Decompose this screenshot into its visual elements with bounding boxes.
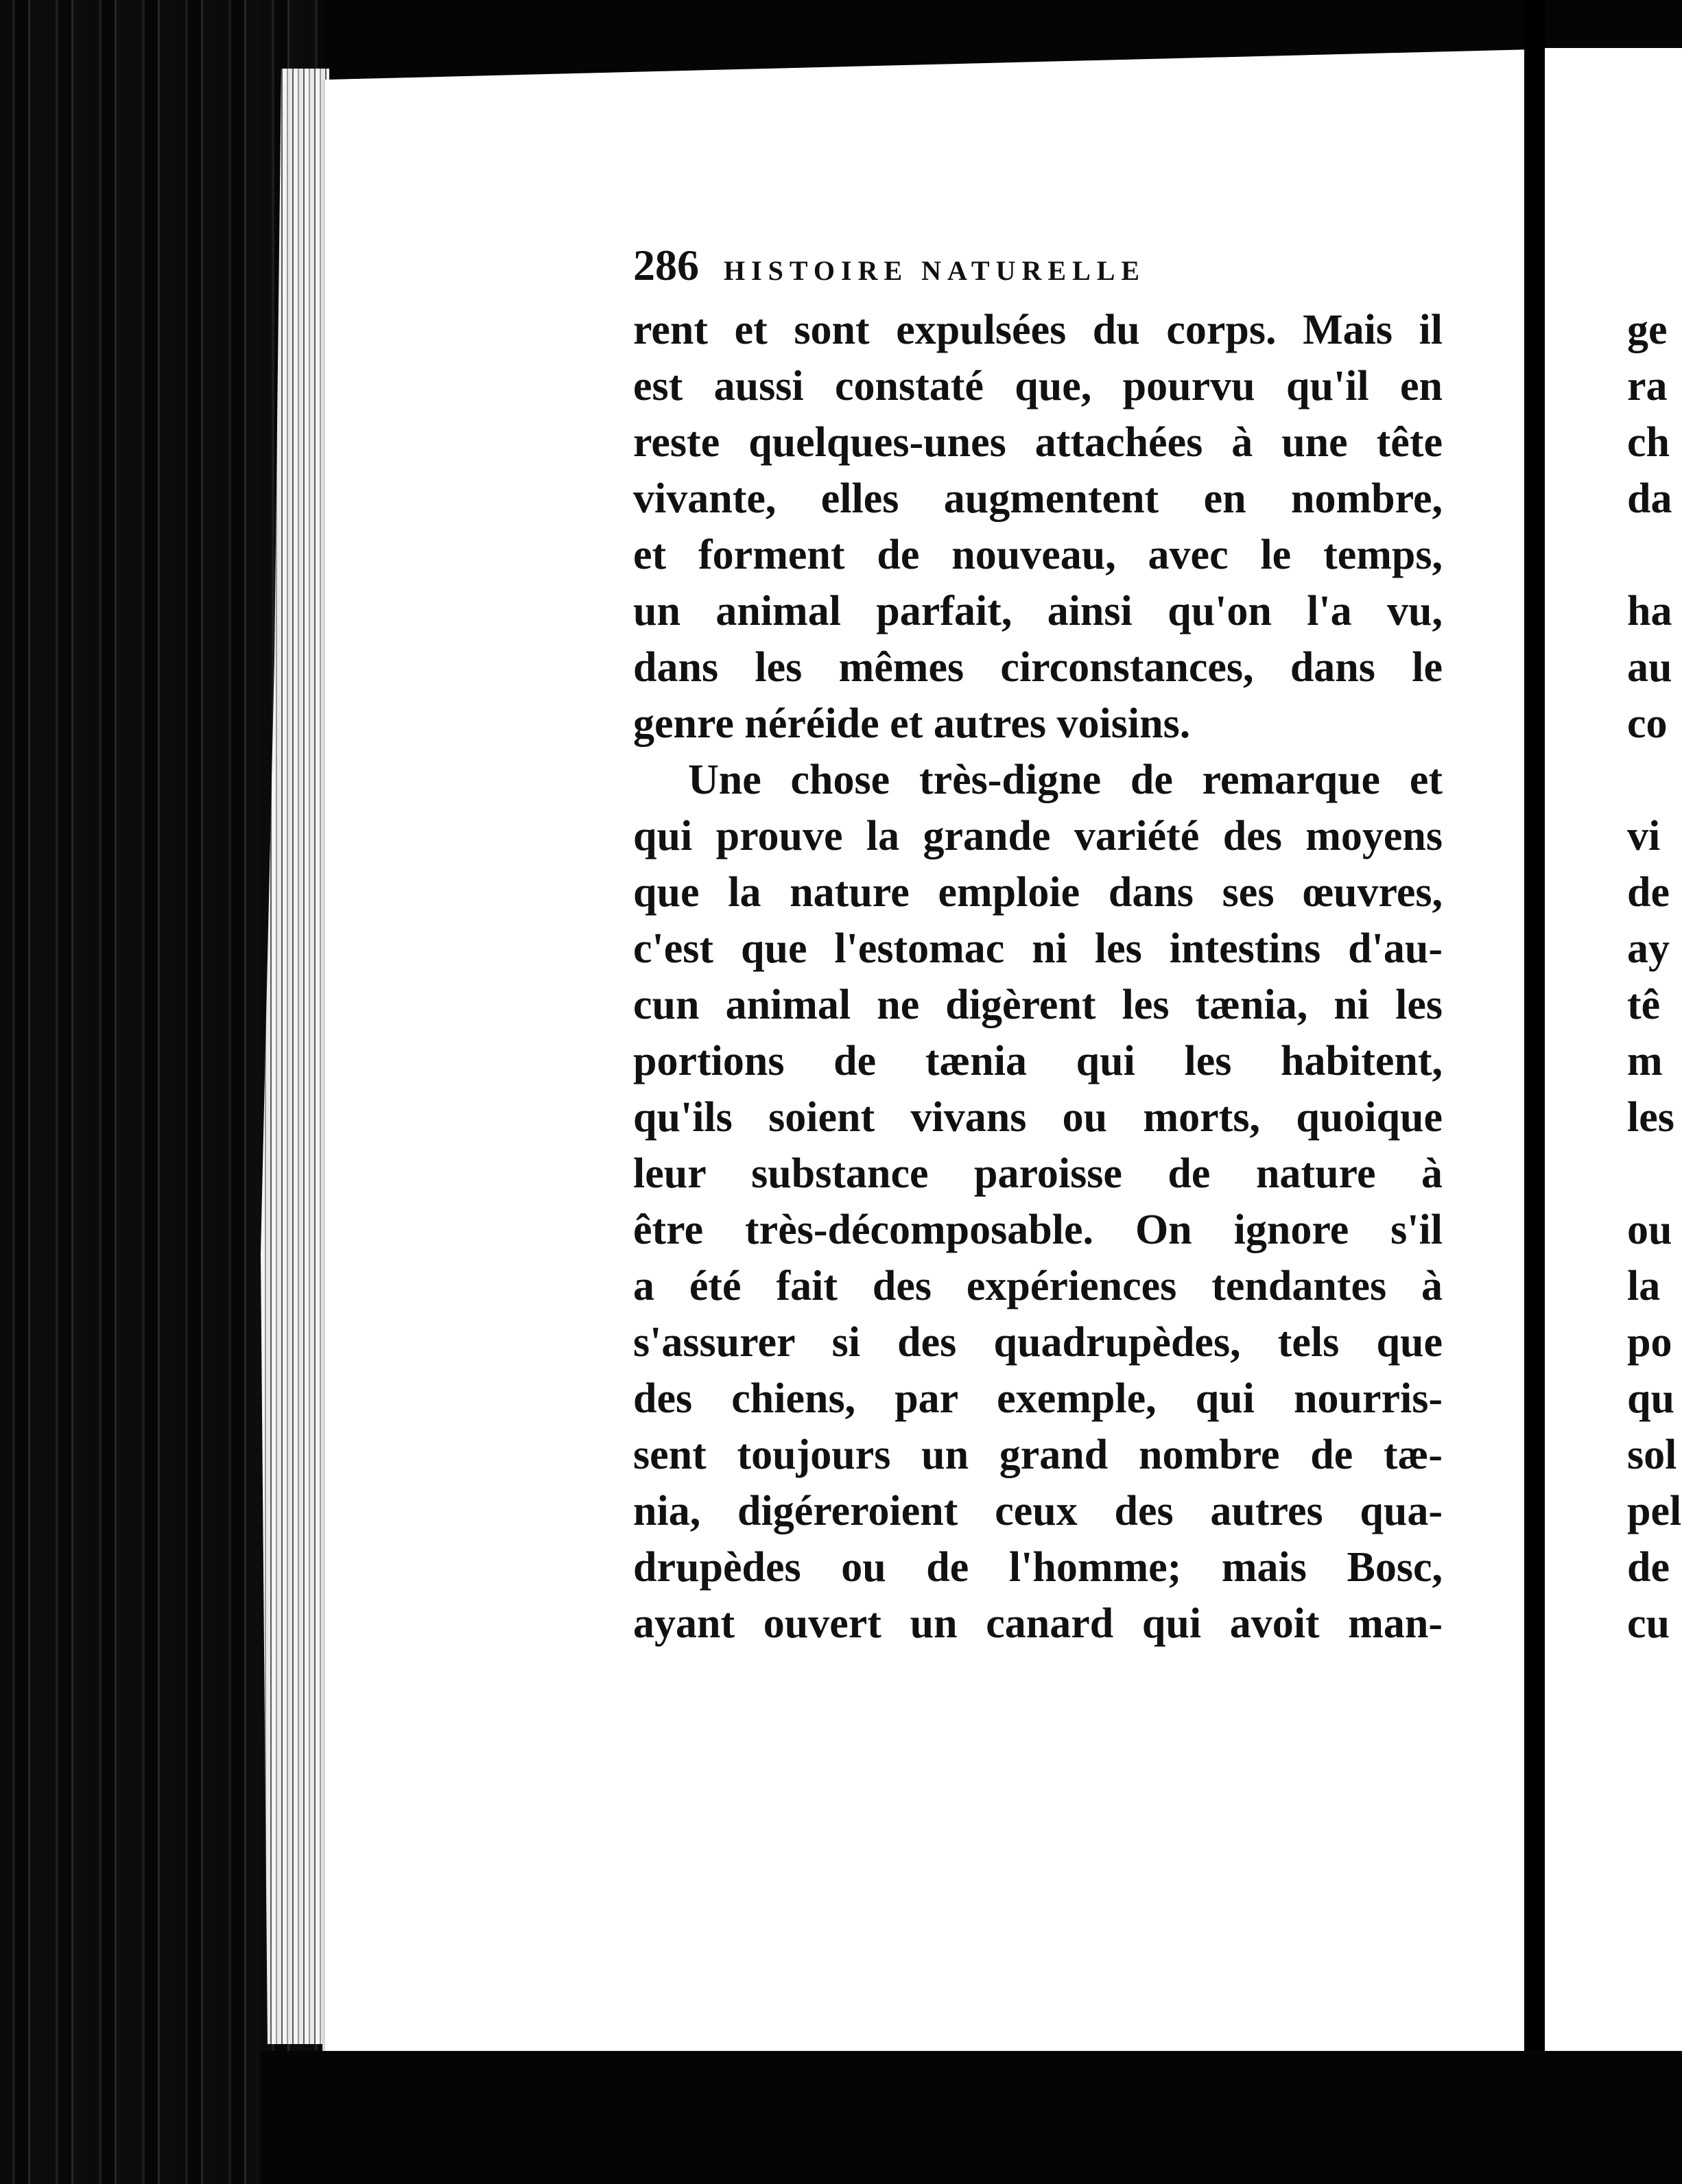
- text-line: Une chose très-digne de remarque et: [688, 757, 1443, 803]
- facing-line: ch: [1627, 419, 1670, 466]
- text-line: cun animal ne digèrent les tænia, ni les: [633, 982, 1443, 1028]
- text-line: est aussi constaté que, pourvu qu'il en: [633, 363, 1443, 410]
- text-line: drupèdes ou de l'homme; mais Bosc,: [633, 1544, 1443, 1591]
- facing-page-text: [1627, 302, 1682, 1652]
- text-line: a été fait des expériences tendantes à: [633, 1263, 1443, 1309]
- facing-line: co: [1627, 700, 1668, 747]
- text-line: rent et sont expulsées du corps. Mais il: [633, 307, 1443, 353]
- facing-line: de: [1627, 869, 1670, 916]
- text-line: un animal parfait, ainsi qu'on l'a vu,: [633, 588, 1443, 634]
- paragraph-2: [633, 752, 1443, 1652]
- text-line: être très-décomposable. On ignore s'il: [633, 1207, 1443, 1253]
- text-line: genre néréide et autres voisins.: [633, 700, 1191, 747]
- facing-line: ge: [1627, 307, 1668, 353]
- text-line: que la nature emploie dans ses œuvres,: [633, 869, 1443, 916]
- facing-line: ay: [1627, 925, 1670, 972]
- facing-line: m: [1627, 1038, 1663, 1084]
- bottom-shadow: [261, 2051, 1682, 2184]
- text-line: des chiens, par exemple, qui nourris-: [633, 1375, 1443, 1422]
- text-line: dans les mêmes circonstances, dans le: [633, 644, 1443, 691]
- facing-line: vi: [1627, 813, 1661, 859]
- facing-line: qu: [1627, 1375, 1674, 1422]
- text-line: vivante, elles augmentent en nombre,: [633, 475, 1443, 522]
- page-text: [633, 240, 1443, 1652]
- text-line: nia, digéreroient ceux des autres qua-: [633, 1488, 1443, 1534]
- text-line: et forment de nouveau, avec le temps,: [633, 532, 1443, 578]
- running-head: [633, 240, 1443, 302]
- text-line: c'est que l'estomac ni les intestins d'au-: [633, 925, 1443, 972]
- facing-line-gap: [1627, 752, 1682, 808]
- text-line: s'assurer si des quadrupèdes, tels que: [633, 1319, 1443, 1366]
- text-line: reste quelques-unes attachées à une tête: [633, 419, 1443, 466]
- facing-line: les: [1627, 1094, 1674, 1141]
- text-line: qu'ils soient vivans ou morts, quoique: [633, 1094, 1443, 1141]
- text-line: sent toujours un grand nombre de tæ-: [633, 1432, 1443, 1478]
- facing-line-gap: [1627, 1146, 1682, 1202]
- page-number: 286: [633, 241, 699, 289]
- facing-line-gap: [1627, 527, 1682, 583]
- page-gutter: [1524, 0, 1545, 2184]
- text-line: qui prouve la grande variété des moyens: [633, 813, 1443, 859]
- facing-line: pel: [1627, 1488, 1682, 1534]
- facing-line: po: [1627, 1319, 1672, 1366]
- facing-line: ou: [1627, 1207, 1672, 1253]
- facing-line: la: [1627, 1263, 1661, 1309]
- running-head-title: HISTOIRE NATURELLE: [724, 255, 1146, 286]
- facing-line: tê: [1627, 982, 1661, 1028]
- paragraph-1: [633, 302, 1443, 752]
- text-line: leur substance paroisse de nature à: [633, 1150, 1443, 1197]
- facing-line: cu: [1627, 1600, 1670, 1647]
- text-line: ayant ouvert un canard qui avoit man-: [633, 1600, 1443, 1647]
- facing-line: au: [1627, 644, 1672, 691]
- text-line: portions de tænia qui les habitent,: [633, 1038, 1443, 1084]
- facing-line: sol: [1627, 1432, 1677, 1478]
- facing-line: de: [1627, 1544, 1670, 1591]
- facing-line: ha: [1627, 588, 1672, 634]
- facing-line: ra: [1627, 363, 1668, 410]
- facing-line: da: [1627, 475, 1672, 522]
